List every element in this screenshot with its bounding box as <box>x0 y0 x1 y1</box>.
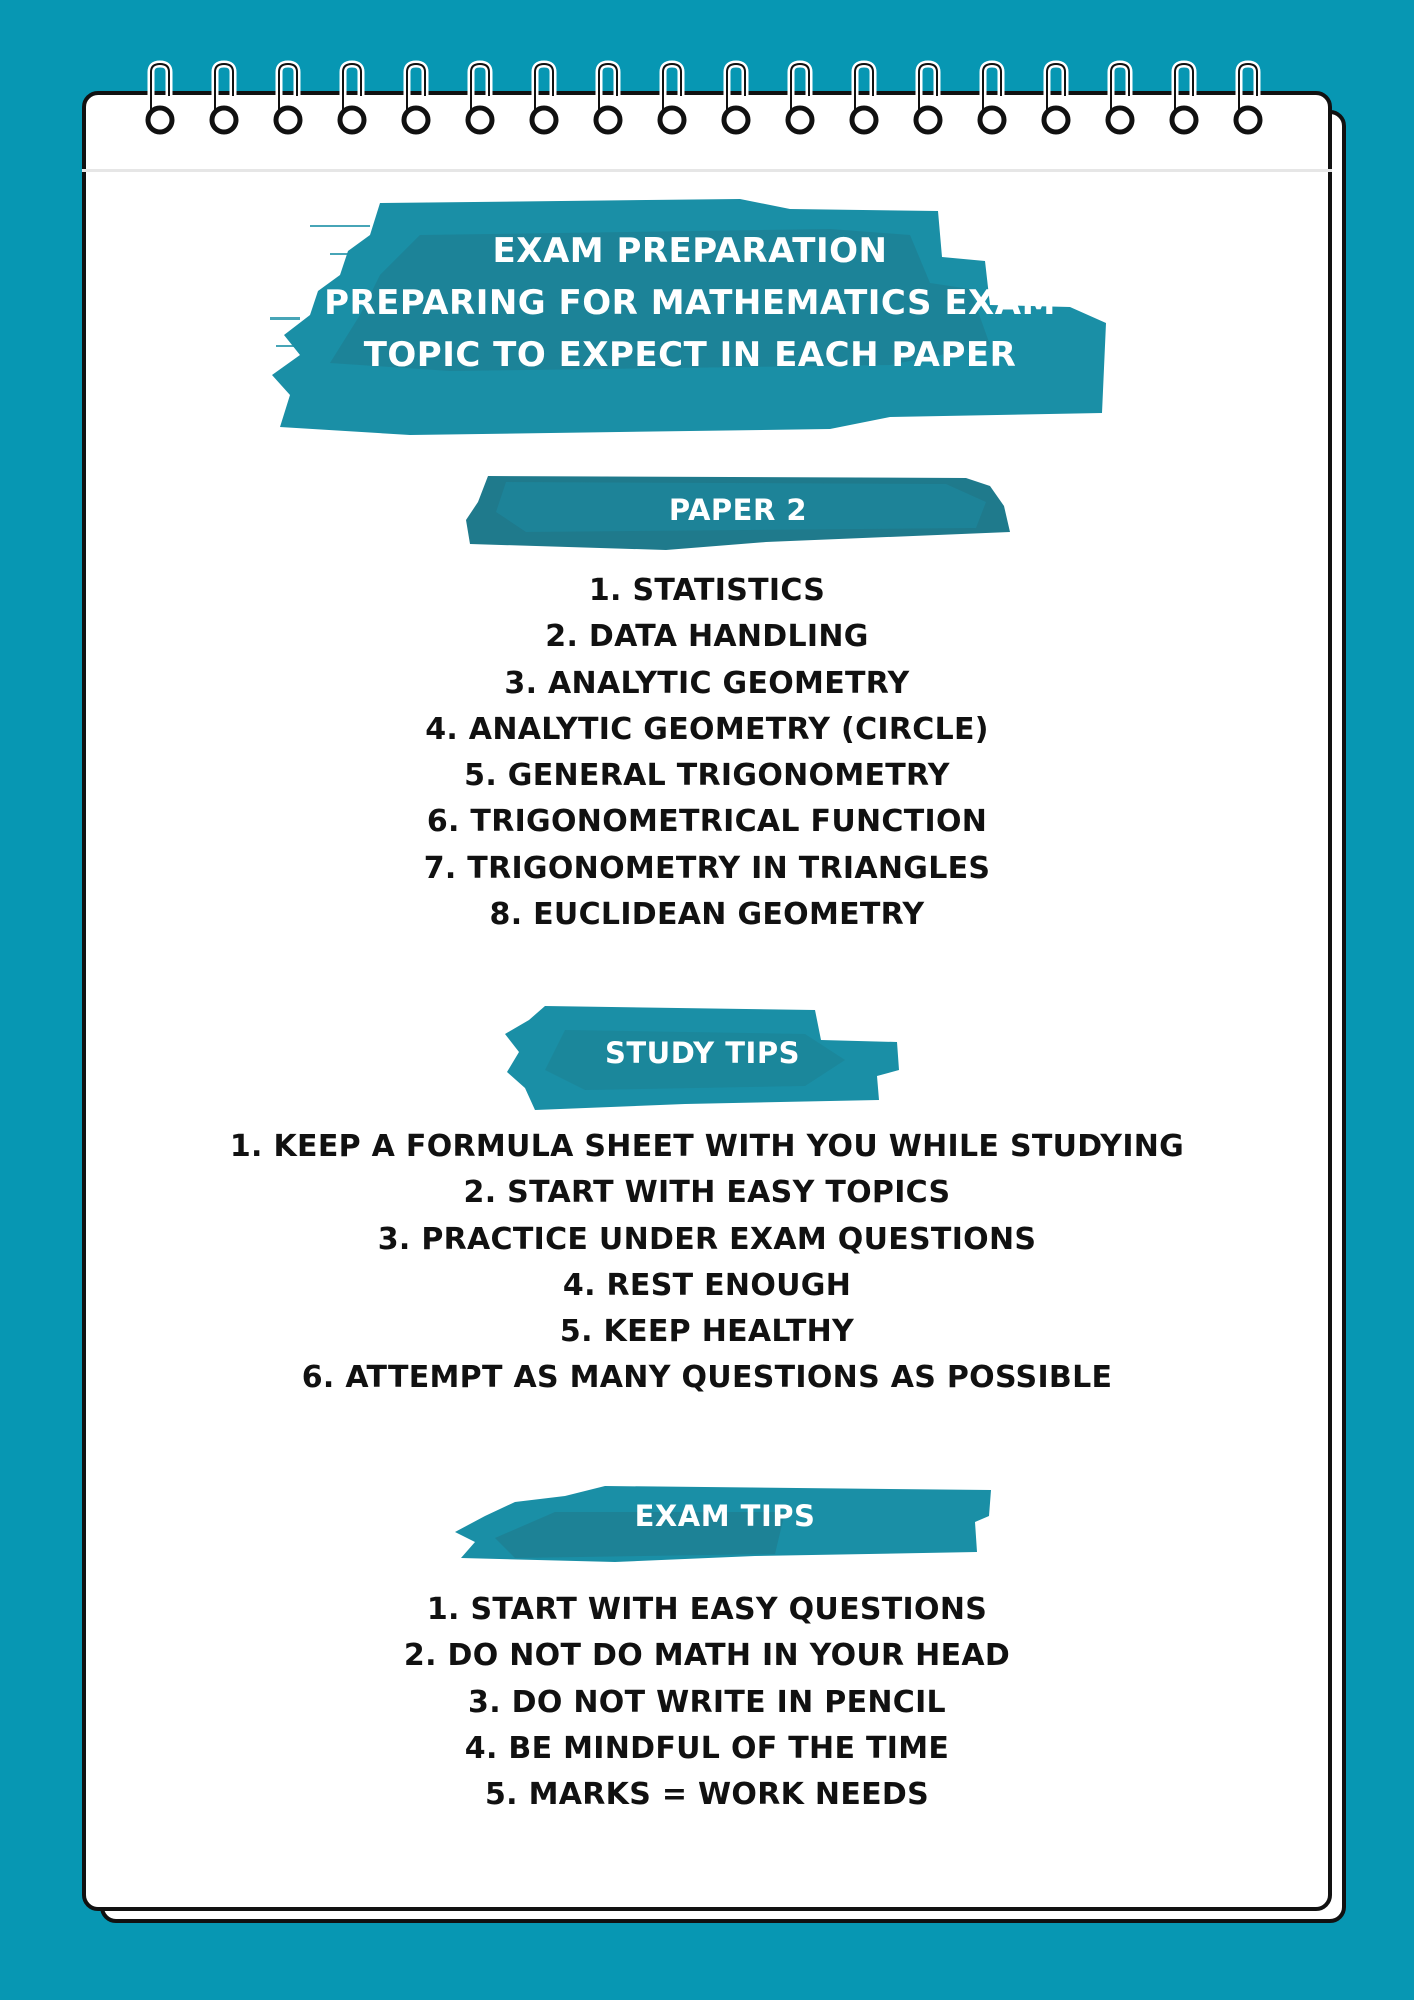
list-item: 5. MARKS = WORK NEEDS <box>484 1777 930 1813</box>
ring-hole <box>980 108 1004 132</box>
list-item: 3. DO NOT WRITE IN PENCIL <box>468 1684 946 1720</box>
ring-hole <box>212 108 236 132</box>
list-item: 4. BE MINDFUL OF THE TIME <box>464 1730 950 1766</box>
spiral-binding-icon <box>0 0 1414 150</box>
list-item: 3. PRACTICE UNDER EXAM QUESTIONS <box>377 1221 1037 1257</box>
list-item: 6. ATTEMPT AS MANY QUESTIONS AS POSSIBLE <box>301 1360 1113 1396</box>
ring-hole <box>404 108 428 132</box>
paper2-topic-list <box>82 568 1332 938</box>
title-line-3: TOPIC TO EXPECT IN EACH PAPER <box>363 335 1017 375</box>
list-item: 5. KEEP HEALTHY <box>559 1314 855 1350</box>
list-item: 6. TRIGONOMETRICAL FUNCTION <box>426 804 988 840</box>
list-item: 2. DO NOT DO MATH IN YOUR HEAD <box>403 1638 1011 1674</box>
title-line-2: PREPARING FOR MATHEMATICS EXAM <box>324 283 1056 323</box>
ring-hole <box>148 108 172 132</box>
ring-hole <box>1236 108 1260 132</box>
ring-hole <box>532 108 556 132</box>
ring-hole <box>596 108 620 132</box>
exam-tips-banner <box>455 1482 995 1562</box>
ring-hole <box>340 108 364 132</box>
list-item: 1. START WITH EASY QUESTIONS <box>426 1592 988 1627</box>
study-tips-label: STUDY TIPS <box>605 1036 800 1070</box>
list-item: 1. STATISTICS <box>588 573 826 608</box>
study-tips-list <box>82 1124 1332 1402</box>
list-item: 2. START WITH EASY TOPICS <box>463 1175 951 1211</box>
list-item: 5. GENERAL TRIGONOMETRY <box>464 758 950 794</box>
list-item: 4. REST ENOUGH <box>562 1267 852 1303</box>
list-item: 8. EUCLIDEAN GEOMETRY <box>489 897 925 933</box>
title-line-1: EXAM PREPARATION <box>492 231 888 271</box>
ring-hole <box>788 108 812 132</box>
title-banner <box>270 195 1110 435</box>
list-item: 2. DATA HANDLING <box>545 619 869 655</box>
list-item: 1. KEEP A FORMULA SHEET WITH YOU WHILE STUDYING <box>229 1129 1185 1164</box>
study-tips-banner <box>505 1000 900 1110</box>
ring-hole <box>1172 108 1196 132</box>
ring-hole <box>1044 108 1068 132</box>
ring-hole <box>468 108 492 132</box>
ring-hole <box>916 108 940 132</box>
ring-hole <box>852 108 876 132</box>
list-item: 7. TRIGONOMETRY IN TRIANGLES <box>423 850 991 886</box>
exam-tips-list <box>82 1587 1332 1818</box>
exam-tips-label: EXAM TIPS <box>634 1499 816 1533</box>
notepad-binding-line <box>82 169 1332 172</box>
list-item: 3. ANALYTIC GEOMETRY <box>504 665 910 701</box>
paper2-label: PAPER 2 <box>668 493 808 527</box>
ring-hole <box>1108 108 1132 132</box>
ring-hole <box>660 108 684 132</box>
ring-hole <box>724 108 748 132</box>
paper2-banner <box>466 472 1010 550</box>
list-item: 4. ANALYTIC GEOMETRY (CIRCLE) <box>425 711 989 747</box>
ring-hole <box>276 108 300 132</box>
